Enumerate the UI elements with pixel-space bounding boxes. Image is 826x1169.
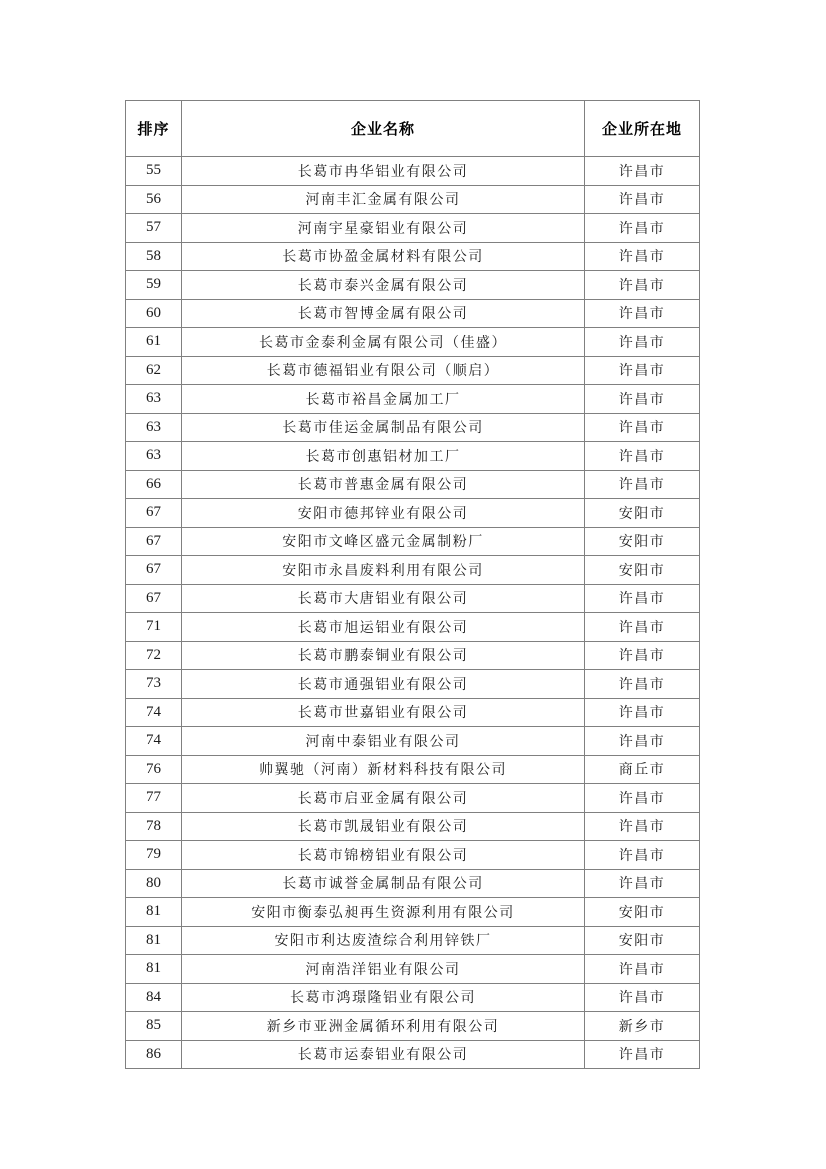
rank-cell: 61 xyxy=(126,328,182,357)
rank-cell: 67 xyxy=(126,584,182,613)
table-row xyxy=(126,356,700,385)
table-row xyxy=(126,755,700,784)
location-cell: 许昌市 xyxy=(585,641,700,670)
company-name-cell: 长葛市协盈金属材料有限公司 xyxy=(182,242,585,271)
table-row xyxy=(126,670,700,699)
company-name-cell: 长葛市诚誉金属制品有限公司 xyxy=(182,869,585,898)
location-cell: 许昌市 xyxy=(585,242,700,271)
company-name-cell: 安阳市衡泰弘昶再生资源利用有限公司 xyxy=(182,898,585,927)
location-cell: 许昌市 xyxy=(585,698,700,727)
rank-cell: 56 xyxy=(126,185,182,214)
location-cell: 安阳市 xyxy=(585,527,700,556)
table-row xyxy=(126,1012,700,1041)
company-name-cell: 新乡市亚洲金属循环利用有限公司 xyxy=(182,1012,585,1041)
company-name-cell: 长葛市鸿璟隆铝业有限公司 xyxy=(182,983,585,1012)
company-name-cell: 长葛市冉华铝业有限公司 xyxy=(182,157,585,186)
company-name-cell: 长葛市佳运金属制品有限公司 xyxy=(182,413,585,442)
table-row xyxy=(126,470,700,499)
rank-cell: 78 xyxy=(126,812,182,841)
table-row xyxy=(126,841,700,870)
company-name-cell: 长葛市德福铝业有限公司（顺启） xyxy=(182,356,585,385)
location-cell: 许昌市 xyxy=(585,328,700,357)
col-header-location: 企业所在地 xyxy=(585,101,700,157)
col-header-company-name: 企业名称 xyxy=(182,101,585,157)
rank-cell: 73 xyxy=(126,670,182,699)
location-cell: 许昌市 xyxy=(585,185,700,214)
rank-cell: 74 xyxy=(126,727,182,756)
location-cell: 许昌市 xyxy=(585,413,700,442)
rank-cell: 81 xyxy=(126,898,182,927)
table-row xyxy=(126,271,700,300)
company-name-cell: 长葛市鹏泰铜业有限公司 xyxy=(182,641,585,670)
table-row xyxy=(126,784,700,813)
location-cell: 许昌市 xyxy=(585,869,700,898)
location-cell: 许昌市 xyxy=(585,470,700,499)
company-name-cell: 长葛市旭运铝业有限公司 xyxy=(182,613,585,642)
location-cell: 许昌市 xyxy=(585,271,700,300)
rank-cell: 74 xyxy=(126,698,182,727)
table-row xyxy=(126,499,700,528)
table-row xyxy=(126,214,700,243)
location-cell: 许昌市 xyxy=(585,784,700,813)
location-cell: 安阳市 xyxy=(585,898,700,927)
company-table xyxy=(125,100,700,1069)
table-row xyxy=(126,157,700,186)
rank-cell: 79 xyxy=(126,841,182,870)
company-name-cell: 安阳市文峰区盛元金属制粉厂 xyxy=(182,527,585,556)
table-row xyxy=(126,698,700,727)
rank-cell: 67 xyxy=(126,527,182,556)
table-row xyxy=(126,613,700,642)
company-name-cell: 长葛市启亚金属有限公司 xyxy=(182,784,585,813)
rank-cell: 63 xyxy=(126,385,182,414)
location-cell: 许昌市 xyxy=(585,385,700,414)
company-name-cell: 长葛市世嘉铝业有限公司 xyxy=(182,698,585,727)
location-cell: 许昌市 xyxy=(585,442,700,471)
company-table-body xyxy=(126,157,700,1069)
location-cell: 安阳市 xyxy=(585,926,700,955)
rank-cell: 77 xyxy=(126,784,182,813)
table-row xyxy=(126,1040,700,1069)
location-cell: 许昌市 xyxy=(585,584,700,613)
rank-cell: 57 xyxy=(126,214,182,243)
location-cell: 许昌市 xyxy=(585,1040,700,1069)
rank-cell: 63 xyxy=(126,413,182,442)
company-name-cell: 长葛市大唐铝业有限公司 xyxy=(182,584,585,613)
location-cell: 许昌市 xyxy=(585,356,700,385)
table-header-row xyxy=(126,101,700,157)
company-name-cell: 长葛市智博金属有限公司 xyxy=(182,299,585,328)
company-name-cell: 帅翼驰（河南）新材料科技有限公司 xyxy=(182,755,585,784)
company-name-cell: 长葛市普惠金属有限公司 xyxy=(182,470,585,499)
location-cell: 许昌市 xyxy=(585,613,700,642)
table-row xyxy=(126,385,700,414)
company-name-cell: 河南宇星豪铝业有限公司 xyxy=(182,214,585,243)
rank-cell: 76 xyxy=(126,755,182,784)
rank-cell: 60 xyxy=(126,299,182,328)
table-row xyxy=(126,898,700,927)
table-row xyxy=(126,955,700,984)
rank-cell: 72 xyxy=(126,641,182,670)
company-name-cell: 安阳市利达废渣综合利用锌铁厂 xyxy=(182,926,585,955)
table-row xyxy=(126,413,700,442)
table-row xyxy=(126,584,700,613)
rank-cell: 84 xyxy=(126,983,182,1012)
location-cell: 许昌市 xyxy=(585,670,700,699)
rank-cell: 81 xyxy=(126,926,182,955)
rank-cell: 59 xyxy=(126,271,182,300)
table-row xyxy=(126,983,700,1012)
table-row xyxy=(126,727,700,756)
location-cell: 许昌市 xyxy=(585,841,700,870)
table-row xyxy=(126,556,700,585)
rank-cell: 55 xyxy=(126,157,182,186)
company-name-cell: 长葛市泰兴金属有限公司 xyxy=(182,271,585,300)
table-row xyxy=(126,527,700,556)
table-row xyxy=(126,242,700,271)
table-row xyxy=(126,328,700,357)
company-name-cell: 长葛市锦榜铝业有限公司 xyxy=(182,841,585,870)
location-cell: 商丘市 xyxy=(585,755,700,784)
rank-cell: 62 xyxy=(126,356,182,385)
location-cell: 新乡市 xyxy=(585,1012,700,1041)
table-row xyxy=(126,299,700,328)
company-name-cell: 长葛市通强铝业有限公司 xyxy=(182,670,585,699)
table-row xyxy=(126,641,700,670)
rank-cell: 67 xyxy=(126,556,182,585)
rank-cell: 58 xyxy=(126,242,182,271)
table-row xyxy=(126,926,700,955)
company-name-cell: 长葛市裕昌金属加工厂 xyxy=(182,385,585,414)
company-name-cell: 安阳市德邦锌业有限公司 xyxy=(182,499,585,528)
company-name-cell: 安阳市永昌废料利用有限公司 xyxy=(182,556,585,585)
table-row xyxy=(126,869,700,898)
company-name-cell: 长葛市运泰铝业有限公司 xyxy=(182,1040,585,1069)
table-row xyxy=(126,442,700,471)
company-name-cell: 河南丰汇金属有限公司 xyxy=(182,185,585,214)
rank-cell: 86 xyxy=(126,1040,182,1069)
rank-cell: 80 xyxy=(126,869,182,898)
location-cell: 许昌市 xyxy=(585,955,700,984)
location-cell: 安阳市 xyxy=(585,556,700,585)
location-cell: 许昌市 xyxy=(585,812,700,841)
company-name-cell: 长葛市金泰利金属有限公司（佳盛） xyxy=(182,328,585,357)
company-name-cell: 河南浩洋铝业有限公司 xyxy=(182,955,585,984)
location-cell: 许昌市 xyxy=(585,727,700,756)
table-row xyxy=(126,812,700,841)
rank-cell: 66 xyxy=(126,470,182,499)
table-row xyxy=(126,185,700,214)
company-name-cell: 河南中泰铝业有限公司 xyxy=(182,727,585,756)
company-name-cell: 长葛市凯晟铝业有限公司 xyxy=(182,812,585,841)
rank-cell: 81 xyxy=(126,955,182,984)
company-name-cell: 长葛市创惠铝材加工厂 xyxy=(182,442,585,471)
location-cell: 许昌市 xyxy=(585,299,700,328)
location-cell: 许昌市 xyxy=(585,983,700,1012)
location-cell: 许昌市 xyxy=(585,214,700,243)
location-cell: 许昌市 xyxy=(585,157,700,186)
rank-cell: 67 xyxy=(126,499,182,528)
rank-cell: 71 xyxy=(126,613,182,642)
col-header-rank: 排序 xyxy=(126,101,182,157)
rank-cell: 63 xyxy=(126,442,182,471)
rank-cell: 85 xyxy=(126,1012,182,1041)
location-cell: 安阳市 xyxy=(585,499,700,528)
